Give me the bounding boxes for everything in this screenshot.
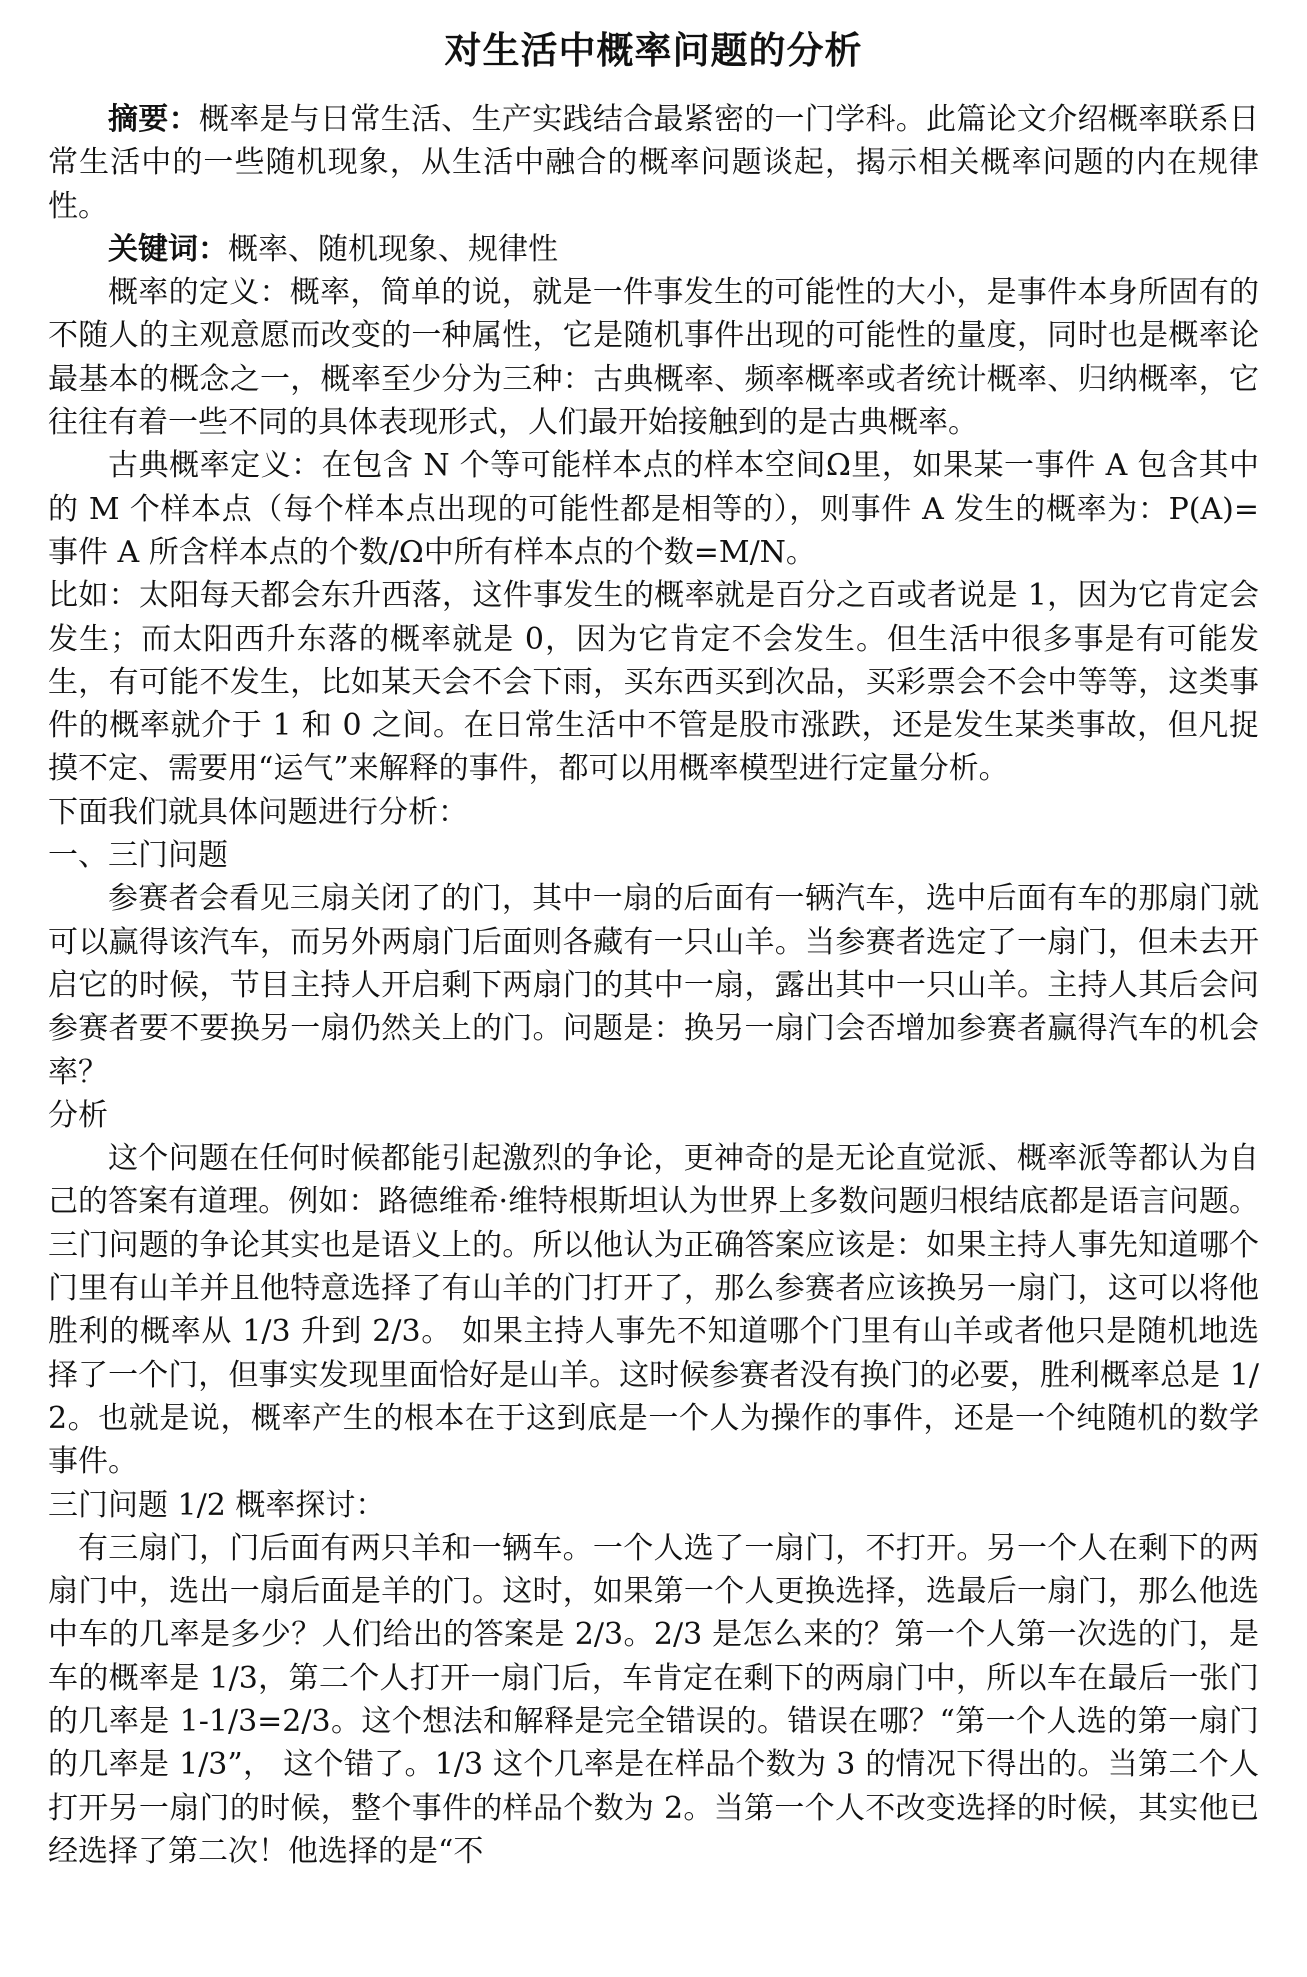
keywords-label: 关键词： [108,231,228,267]
half-probability-heading: 三门问题 1/2 概率探讨： [48,1487,386,1523]
keywords-paragraph [48,228,1259,271]
analysis-heading: 分析 [48,1097,108,1133]
keywords-text: 概率、随机现象、规律性 [228,231,558,267]
problem-paragraph: 参赛者会看见三扇关闭了的门，其中一扇的后面有一辆汽车，选中后面有车的那扇门就可以赢得该汽车，而另外两扇门后面则各藏有一只山羊。当参赛者选定了一扇门，但未去开启它的时候，节目主持人开启剩下两扇门的其中一扇，露出其中一只山羊。主持人其后会问参赛者要不要换另一扇仍然关上的门。问题是：换另一扇门会否增加参赛者赢得汽车的机会率？ [48,881,1259,1090]
analysis-paragraph: 这个问题在任何时候都能引起激烈的争论，更神奇的是无论直觉派、概率派等都认为自己的答案有道理。例如：路德维希·维特根斯坦认为世界上多数问题归根结底都是语言问题。三门问题的争论其实也是语义上的。所以他认为正确答案应该是：如果主持人事先知道哪个门里有山羊并且他特意选择了有山羊的门打开了，那么参赛者应该换另一扇门，这可以将他胜利的概率从 1/3 升到 2/3。 如果主持人事先不知道哪个门里有山羊或者他只是随机地选择了一个门，但事实发现里面恰好是山羊。这时候参赛者没有换门的必要，胜利概率总是 1/2。也就是说，概率产生的根本在于这到底是一个人为操作的事件，还是一个纯随机的数学事件。 [48,1141,1259,1480]
definition-paragraph: 概率的定义：概率，简单的说，就是一件事发生的可能性的大小，是事件本身所固有的不随人的主观意愿而改变的一种属性，它是随机事件出现的可能性的量度，同时也是概率论最基本的概念之一，概率至少分为三种：古典概率、频率概率或者统计概率、归纳概率，它往往有着一些不同的具体表现形式，人们最开始接触到的是古典概率。 [48,275,1259,441]
example-paragraph: 比如：太阳每天都会东升西落，这件事发生的概率就是百分之百或者说是 1，因为它肯定会发生；而太阳西升东落的概率就是 0，因为它肯定不会发生。但生活中很多事是有可能发生，有可能不发生，比如某天会不会下雨，买东西买到次品，买彩票会不会中等等，这类事件的概率就介于 1 和 0 之间。在日常生活中不管是股市涨跌，还是发生某类事故，但凡捉摸不定、需要用“运气”来解释的事件，都可以用概率模型进行定量分析。 [48,578,1259,787]
section-heading-monty-hall: 一、三门问题 [48,838,228,874]
half-probability-paragraph: 有三扇门，门后面有两只羊和一辆车。一个人选了一扇门，不打开。另一个人在剩下的两扇门中，选出一扇后面是羊的门。这时，如果第一个人更换选择，选最后一扇门，那么他选中车的几率是多少？人们给出的答案是 2/3。2/3 是怎么来的？第一个人第一次选的门，是车的概率是 1/3，第二个人打开一扇门后，车肯定在剩下的两扇门中，所以车在最后一张门的几率是 1-1/3=2/3。这个想法和解释是完全错误的。错误在哪？“第一个人选的第一扇门的几率是 1/3”， 这个错了。1/3 这个几率是在样品个数为 3 的情况下得出的。当第二个人打开另一扇门的时候，整个事件的样品个数为 2。当第一个人不改变选择的时候，其实他已经选择了第二次！他选择的是“不 [48,1530,1259,1869]
classical-definition-paragraph: 古典概率定义：在包含 N 个等可能样本点的样本空间Ω里，如果某一事件 A 包含其中的 M 个样本点（每个样本点出现的可能性都是相等的），则事件 A 发生的概率为：P(A)=事件 A 所含样本点的个数/Ω中所有样本点的个数=M/N。 [48,448,1259,570]
page-title: 对生活中概率问题的分析 [444,29,863,72]
abstract-text: 概率是与日常生活、生产实践结合最紧密的一门学科。此篇论文介绍概率联系日常生活中的一些随机现象，从生活中融合的概率问题谈起，揭示相关概率问题的内在规律性。 [48,102,1260,224]
abstract-paragraph [48,98,1259,228]
intro-line: 下面我们就具体问题进行分析： [48,794,468,830]
abstract-label: 摘要： [108,102,199,137]
